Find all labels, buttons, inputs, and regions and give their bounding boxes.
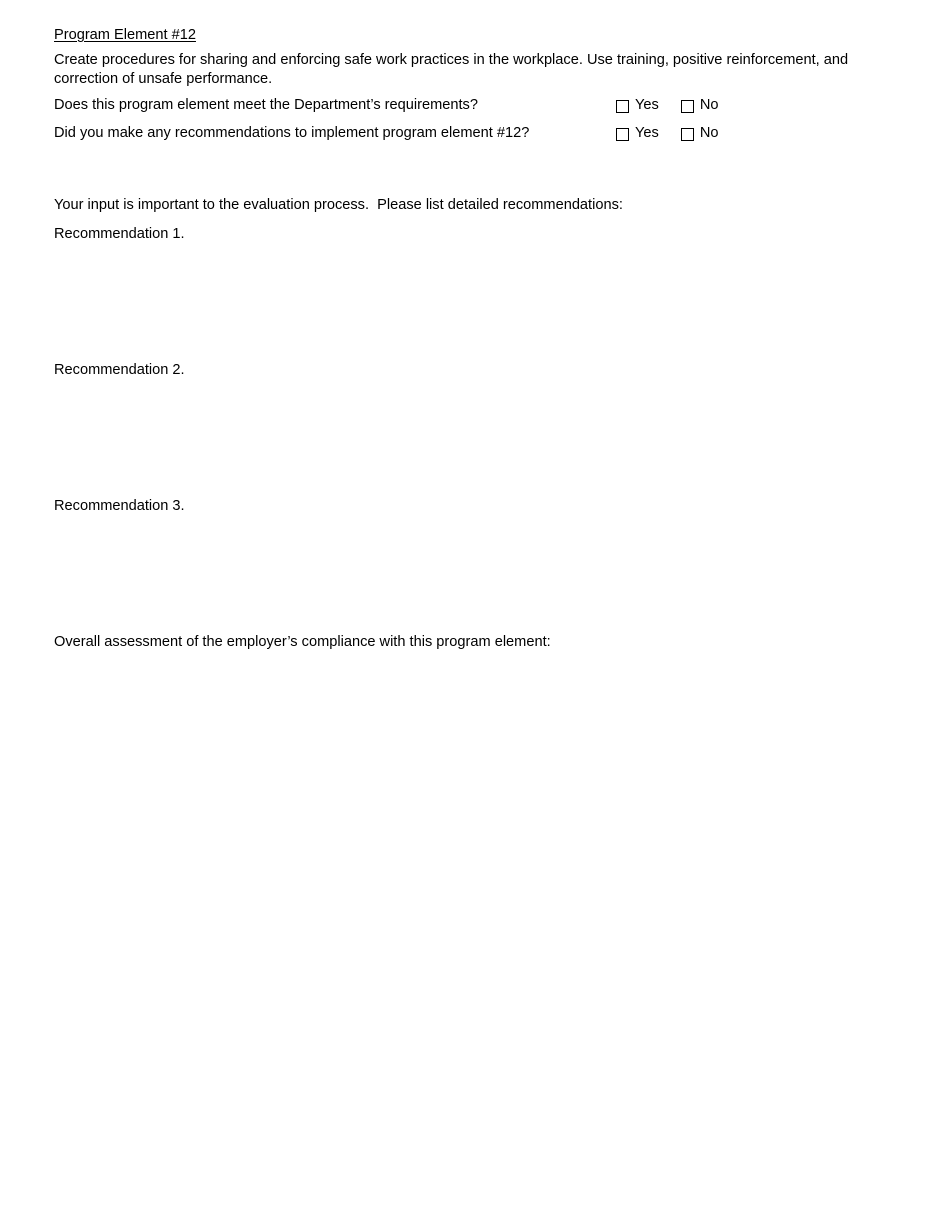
recommendation-block-1	[54, 225, 878, 361]
recommendation-3-input-area[interactable]	[54, 515, 878, 631]
page-title-row	[54, 26, 878, 51]
question-2-no-checkbox[interactable]	[681, 128, 694, 141]
question-1-yes-label: Yes	[635, 97, 659, 113]
question-1-choices	[616, 96, 718, 115]
recommendation-2-input-area[interactable]	[54, 379, 878, 495]
recommendation-block-3	[54, 497, 878, 633]
intro-paragraph: Create procedures for sharing and enforcing safe work practices in the workplace. Use training, positive reinforcement, and correction of unsafe performance.	[54, 52, 849, 87]
form-content	[54, 26, 878, 1230]
overall-assessment-input-area[interactable]	[54, 651, 878, 1230]
question-2-yes-option[interactable]	[616, 124, 659, 143]
question-2-yes-label: Yes	[635, 125, 659, 141]
question-2-yes-checkbox[interactable]	[616, 128, 629, 141]
recommendation-1-input-area[interactable]	[54, 243, 878, 359]
recommendation-3-label: Recommendation 3.	[54, 497, 185, 514]
question-1-yes-option[interactable]	[616, 96, 659, 115]
recommendation-2-label: Recommendation 2.	[54, 361, 185, 378]
spacer-after-prompt	[54, 215, 878, 225]
page-title: Program Element #12	[54, 27, 196, 43]
spacer-after-intro	[54, 88, 878, 96]
question-2-no-label: No	[699, 125, 719, 141]
question-row-2	[54, 124, 878, 152]
question-2-label: Did you make any recommendations to implement program element #12?	[54, 125, 530, 141]
spacer-before-prompt	[54, 152, 878, 196]
question-1-label: Does this program element meet the Department’s requirements?	[54, 97, 478, 113]
input-prompt-label: Your input is important to the evaluation process. Please list detailed recommendations:	[54, 197, 623, 213]
question-1-yes-checkbox[interactable]	[616, 100, 629, 113]
recommendation-block-2	[54, 361, 878, 497]
question-2-no-option[interactable]	[681, 124, 719, 143]
recommendation-1-label: Recommendation 1.	[54, 225, 185, 242]
question-1-no-option[interactable]	[681, 96, 719, 115]
question-1-no-checkbox[interactable]	[681, 100, 694, 113]
question-2-choices	[616, 124, 718, 143]
overall-assessment-label: Overall assessment of the employer’s compliance with this program element:	[54, 633, 551, 650]
question-row-1	[54, 96, 878, 124]
question-1-no-label: No	[699, 97, 719, 113]
